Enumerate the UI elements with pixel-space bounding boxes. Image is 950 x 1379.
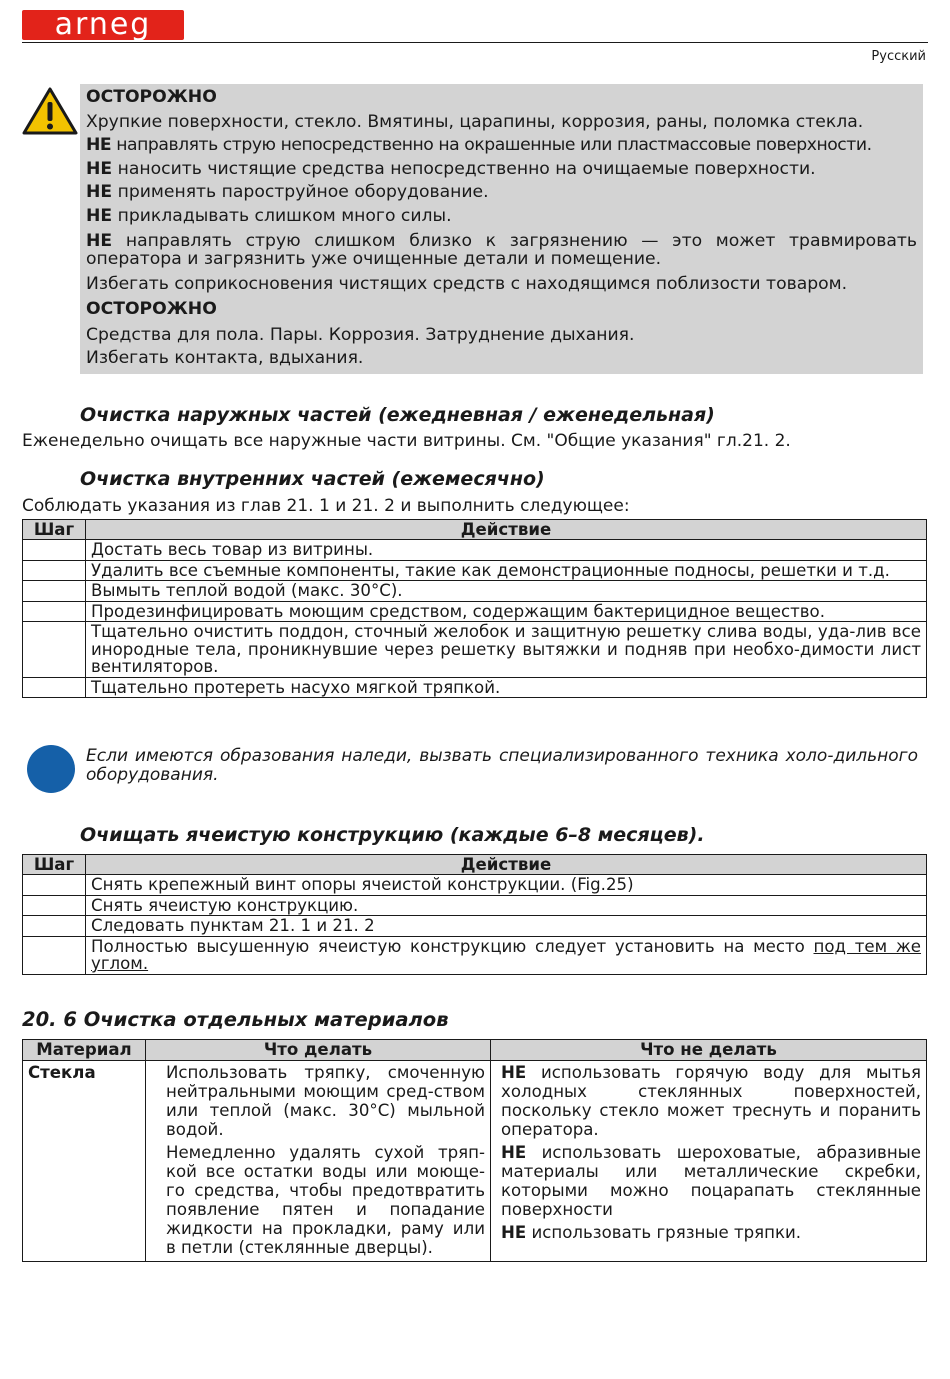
section-title-honeycomb: Очищать ячеистую конструкцию (каждые 6–8 месяцев).	[80, 824, 705, 846]
warning-panel	[80, 84, 923, 374]
table-cell: Продезинфицировать моющим средством, содержащим бактерицидное вещество.	[86, 601, 927, 622]
col-step-header: Шаг	[23, 855, 86, 875]
table-cell: Тщательно очистить поддон, сточный желобок и защитную решетку слива воды, уда-лив все инородные тела, проникнувшие через решетку вытяжки и подняв при необхо-димости лист вентиляторов.	[86, 622, 927, 678]
warning-triangle-icon	[22, 86, 78, 136]
info-dot-icon	[27, 745, 75, 793]
table-row	[23, 540, 927, 561]
col-action-header: Действие	[86, 855, 927, 875]
language-label: Русский	[871, 49, 926, 64]
table-cell: Полностью высушенную ячеистую конструкцию следует установить на место под тем же углом.	[86, 936, 927, 974]
do-item: Немедленно удалять сухой тряп-кой все остатки воды или моюще-го средства, чтобы предотвратить появление пятен и попадание жидкости на прокладки, раму или в петли (стеклянные дверцы).	[166, 1143, 485, 1257]
table-row	[23, 622, 927, 678]
table-header-row	[23, 855, 927, 875]
interior-text: Соблюдать указания из глав 21. 1 и 21. 2 и выполнить следующее:	[22, 496, 630, 516]
table-cell: Снять ячеистую конструкцию.	[86, 895, 927, 916]
warning-line: НЕ направлять струю слишком близко к загрязнению — это может травмировать оператора и загрязнить уже очищенные детали и помещение.	[86, 230, 917, 269]
table-row	[23, 677, 927, 698]
table-row	[23, 895, 927, 916]
warning-heading: ОСТОРОЖНО	[86, 299, 217, 320]
col-material-header: Материал	[23, 1040, 146, 1061]
table-header-row	[23, 1040, 927, 1061]
table-row	[23, 875, 927, 896]
table-cell: Достать весь товар из витрины.	[86, 540, 927, 561]
ne-label: НЕ	[86, 205, 113, 226]
table-row	[23, 1061, 927, 1262]
col-step-header: Шаг	[23, 520, 86, 540]
section-title-materials: 20. 6 Очистка отдельных материалов	[22, 1008, 449, 1031]
do-item: Использовать тряпку, смоченную нейтральными моющим сред-ством или теплой (макс. 30°C) мыльной водой.	[166, 1063, 485, 1139]
warning-line: Избегать соприкосновения чистящих средств с находящимся поблизости товаром.	[86, 273, 848, 294]
materials-table	[22, 1039, 927, 1262]
table-header-row	[23, 520, 927, 540]
warning-line: Хрупкие поверхности, стекло. Вмятины, царапины, коррозия, раны, поломка стекла.	[86, 111, 864, 132]
ne-label: НЕ	[86, 158, 113, 179]
col-do-header: Что делать	[146, 1040, 491, 1061]
warning-line: НЕ прикладывать слишком много силы.	[86, 205, 452, 226]
honeycomb-steps-table	[22, 854, 927, 975]
ne-label: НЕ	[86, 135, 112, 156]
underlined-text: под тем же углом.	[91, 936, 922, 973]
dont-item: НЕ использовать шероховатые, абразивные материалы или металлические скребки, которыми можно поцарапать стеклянные поверхности	[501, 1143, 921, 1219]
dont-item: НЕ использовать грязные тряпки.	[501, 1223, 802, 1242]
section-title-interior: Очистка внутренних частей (ежемесячно)	[80, 468, 545, 490]
table-cell: Тщательно протереть насухо мягкой тряпкой.	[86, 677, 927, 698]
note-text: Если имеются образования наледи, вызвать специализированного техника холо-дильного оборудования.	[86, 746, 918, 785]
table-row	[23, 560, 927, 581]
warning-line: Средства для пола. Пары. Коррозия. Затруднение дыхания.	[86, 324, 635, 345]
warning-line: НЕ наносить чистящие средства непосредственно на очищаемые поверхности.	[86, 158, 816, 179]
table-cell: Снять крепежный винт опоры ячеистой конструкции. (Fig.25)	[86, 875, 927, 896]
section-title-exterior: Очистка наружных частей (ежедневная / еженедельная)	[80, 404, 715, 426]
table-cell: Следовать пунктам 21. 1 и 21. 2	[86, 916, 927, 937]
table-cell: Вымыть теплой водой (макс. 30°C).	[86, 581, 927, 602]
table-row	[23, 601, 927, 622]
table-row	[23, 936, 927, 974]
warning-heading: ОСТОРОЖНО	[86, 87, 217, 107]
do-cell	[146, 1061, 491, 1262]
table-row	[23, 581, 927, 602]
exterior-text: Еженедельно очищать все наружные части витрины. См. "Общие указания" гл.21. 2.	[22, 431, 791, 451]
material-cell: Стекла	[23, 1061, 146, 1262]
dont-cell	[491, 1061, 927, 1262]
col-action-header: Действие	[86, 520, 927, 540]
dont-item: НЕ использовать горячую воду для мытья холодных стеклянных поверхностей, поскольку стекло может треснуть и поранить оператора.	[501, 1063, 922, 1139]
table-cell: Удалить все съемные компоненты, такие как демонстрационные подносы, решетки и т.д.	[86, 560, 927, 581]
ne-label: НЕ	[86, 182, 113, 203]
col-dont-header: Что не делать	[491, 1040, 927, 1061]
header-divider	[22, 42, 928, 43]
ne-label: НЕ	[86, 230, 113, 251]
table-row	[23, 916, 927, 937]
warning-line: НЕ применять пароструйное оборудование.	[86, 182, 489, 203]
interior-steps-table	[22, 519, 927, 698]
arneg-logo: arneg	[22, 10, 184, 40]
warning-line: Избегать контакта, вдыхания.	[86, 348, 364, 369]
warning-line: НЕ направлять струю непосредственно на окрашенные или пластмассовые поверхности.	[86, 135, 872, 156]
